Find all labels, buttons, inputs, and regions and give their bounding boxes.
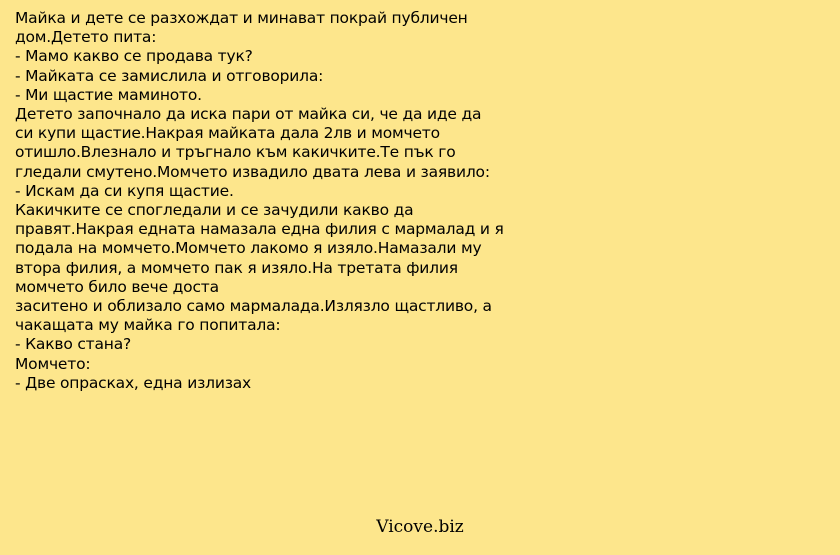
joke-line: гледали смутено.Момчето извадило двата лева и заявило: [15, 162, 490, 181]
joke-line: дом.Детето пита: [15, 28, 157, 47]
joke-line: правят.Накрая едната намазала една филия с мармалад и я [15, 220, 504, 239]
joke-line: момчето било вече доста [15, 277, 219, 296]
joke-text [15, 9, 575, 393]
joke-line: отишло.Влезнало и тръгнало към какичките.Те пък го [15, 143, 456, 162]
joke-line: подала на момчето.Момчето лакомо я изяло.Намазали му [15, 239, 482, 258]
joke-line: - Какво стана? [15, 335, 132, 354]
site-watermark: Vicove.biz [376, 517, 464, 537]
joke-line: Момчето: [15, 354, 91, 373]
joke-line: втора филия, а момчето пак я изяло.На третата филия [15, 258, 458, 277]
joke-line: - Майката се замислила и отговорила: [15, 66, 324, 85]
joke-line: чакащата му майка го попитала: [15, 316, 281, 335]
joke-line: - Искам да си купя щастие. [15, 181, 234, 200]
joke-line: Майка и дете се разхождат и минават покрай публичен [15, 9, 468, 27]
joke-line: заситено и облизало само мармалада.Излязло щастливо, а [15, 297, 492, 316]
joke-line: Детето започнало да иска пари от майка си, че да иде да [15, 105, 482, 124]
joke-line: - Мамо какво се продава тук? [15, 47, 253, 66]
joke-line: - Ми щастие маминото. [15, 85, 202, 104]
joke-line: Какичките се спогледали и се зачудили какво да [15, 201, 414, 220]
joke-line: - Две опрасках, една излизах [15, 373, 252, 392]
joke-line: си купи щастие.Накрая майката дала 2лв и момчето [15, 124, 440, 143]
